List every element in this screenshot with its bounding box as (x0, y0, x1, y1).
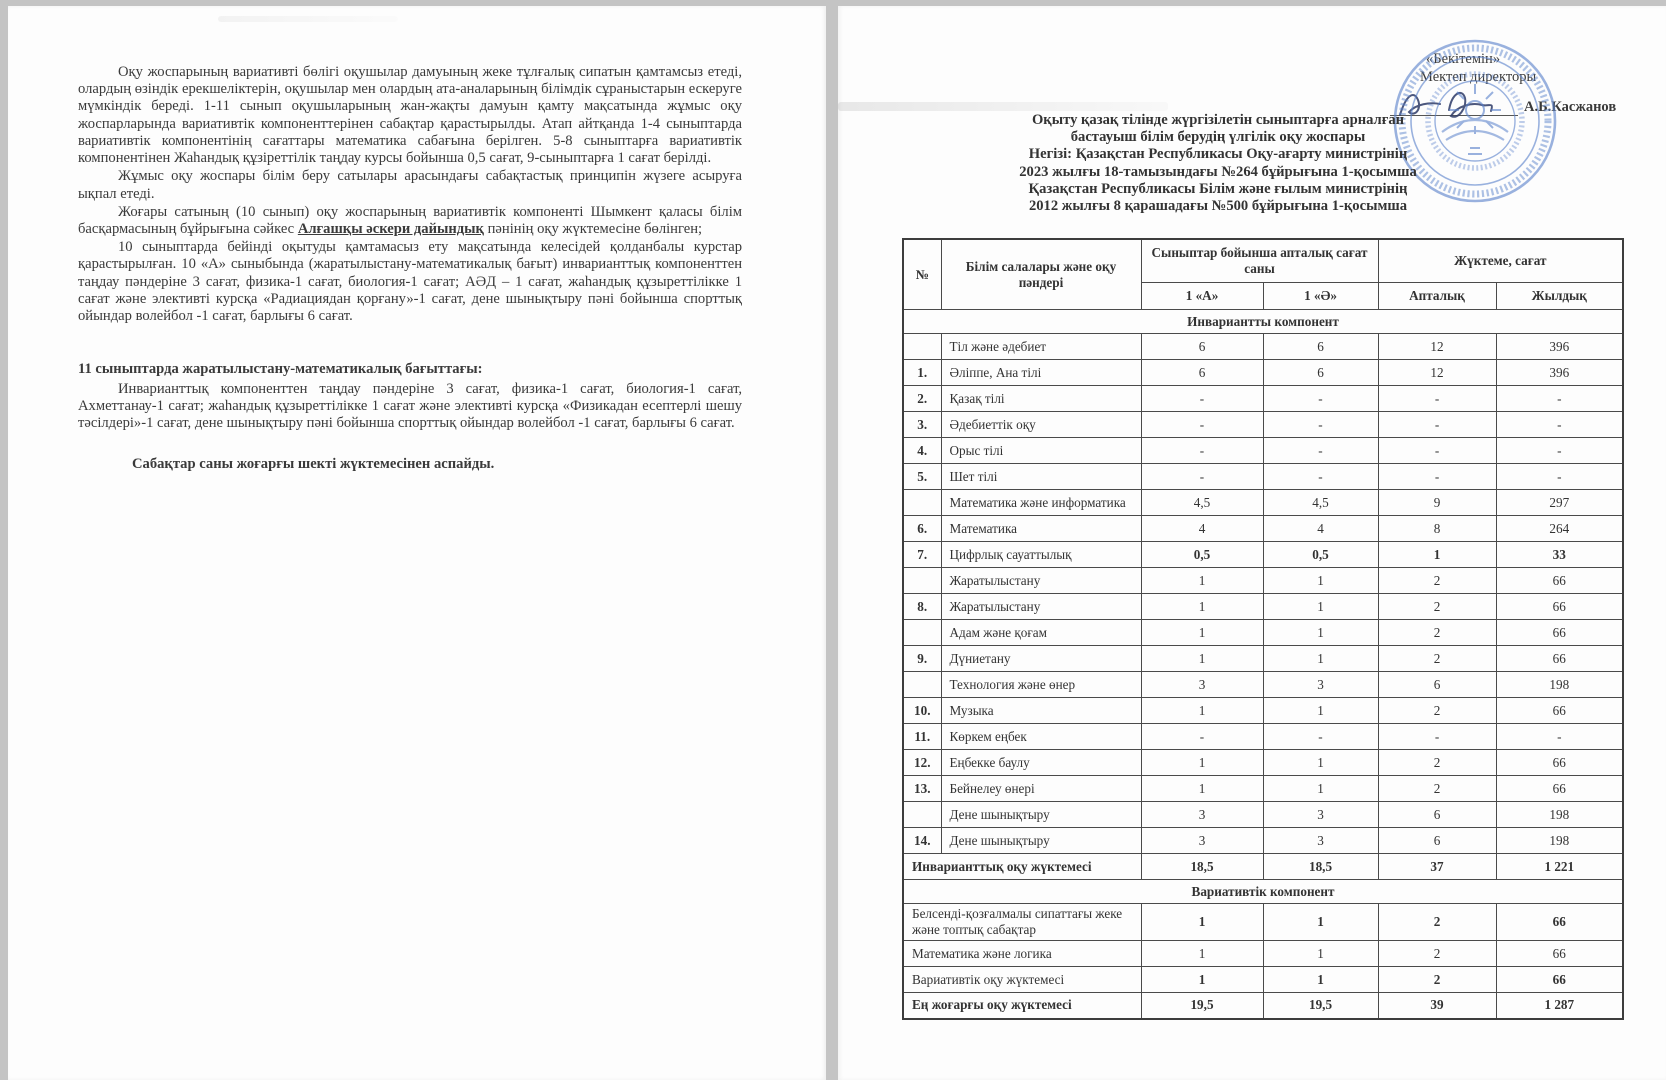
table-row (903, 438, 1623, 464)
yearly-load-cell: 66 (1496, 750, 1623, 776)
class-b-hours-cell: 3 (1263, 828, 1378, 854)
class-b-hours-cell: 1 (1263, 750, 1378, 776)
class-b-hours-cell: 1 (1263, 967, 1378, 993)
class-a-hours-cell: 1 (1141, 646, 1263, 672)
paragraph-text: Оқу жоспарының вариативті бөлігі оқушылар дамуының жеке тұлғалық сипатын қамтамсыз етеді, олардың өзіндік ерекшеліктерін, оқушылар мен олардың ата-аналарының білімдік сұраныстарын ескеруге мүмкіндік береді. 1-11 сынып оқушыларының жан-жақты дамуын қамту мақсатында жұмыс оқу жоспарларында вариативтік компоненттерінен сабақтар қарастырылды. Атап айтқанда 1-4 сыныптарда вариативтік компонентінің сағаттары математика сабағына берілген. 5-8 сыныптарға вариативтік компонентінен Жаһандық құзіреттілік таңдау курсы бойынша 0,5 сағат, 9-сыныптарға 1 сағат берілді. (78, 64, 742, 167)
table-section-row (903, 310, 1623, 334)
yearly-load-cell: - (1496, 412, 1623, 438)
subject-cell: Қазақ тілі (941, 386, 1141, 412)
class-a-hours-cell: - (1141, 464, 1263, 490)
yearly-load-cell: 396 (1496, 360, 1623, 386)
header-subject: Білім салалары және оқу пәндері (941, 239, 1141, 310)
paragraph-text: Жоғары сатының (10 сынып) оқу жоспарының вариативтік компоненті Шымкент қаласы білім басқармасының бұйрығына сәйкес (78, 203, 742, 237)
paragraph-text: Жұмыс оқу жоспары білім беру сатылары арасындағы сабақтастық принципін жүзеге асыруға ықпал етеді. (78, 168, 742, 202)
subject-cell: Бейнелеу өнері (941, 776, 1141, 802)
class-b-hours-cell: 4,5 (1263, 490, 1378, 516)
scan-smudge (218, 16, 398, 22)
yearly-load-cell: 33 (1496, 542, 1623, 568)
weekly-load-cell: - (1378, 724, 1496, 750)
header-group-weekly: Сыныптар бойынша апталық сағат саны (1141, 239, 1378, 283)
weekly-load-cell: 2 (1378, 594, 1496, 620)
subject-cell: Математика және информатика (941, 490, 1141, 516)
weekly-load-cell: 2 (1378, 904, 1496, 941)
row-number-cell: 3. (903, 412, 941, 438)
director-name: А.Б.Касжанов (1524, 99, 1617, 116)
class-a-hours-cell: 3 (1141, 802, 1263, 828)
subject-cell: Шет тілі (941, 464, 1141, 490)
class-a-hours-cell: 19,5 (1141, 993, 1263, 1019)
yearly-load-cell: - (1496, 724, 1623, 750)
row-number-cell: 7. (903, 542, 941, 568)
document-title (896, 112, 1540, 215)
class-a-hours-cell: - (1141, 412, 1263, 438)
paragraph-variative-part (78, 64, 742, 167)
final-statement: Сабақтар саны жоғарғы шекті жүктемесінен аспайды. (132, 456, 495, 473)
weekly-load-cell: 37 (1378, 854, 1496, 880)
yearly-load-cell: 297 (1496, 490, 1623, 516)
yearly-load-cell: 66 (1496, 776, 1623, 802)
subject-cell: Әдебиеттік оқу (941, 412, 1141, 438)
row-number-cell: 5. (903, 464, 941, 490)
yearly-load-cell: 66 (1496, 620, 1623, 646)
row-number-cell (903, 672, 941, 698)
yearly-load-cell: 66 (1496, 967, 1623, 993)
subject-cell: Дене шынықтыру (941, 828, 1141, 854)
table-row (903, 854, 1623, 880)
table-row (903, 967, 1623, 993)
subject-cell: Ең жоғарғы оқу жүктемесі (903, 993, 1141, 1019)
subject-cell: Тіл және әдебиет (941, 334, 1141, 360)
row-number-cell: 10. (903, 698, 941, 724)
weekly-load-cell: 6 (1378, 802, 1496, 828)
subject-cell: Жаратылыстану (941, 594, 1141, 620)
yearly-load-cell: 66 (1496, 904, 1623, 941)
table-section-row (903, 880, 1623, 904)
yearly-load-cell: 198 (1496, 828, 1623, 854)
right-page (838, 6, 1666, 1080)
title-line: Негізі: Қазақстан Республикасы Оқу-ағарту министрінің (1028, 146, 1408, 163)
yearly-load-cell: 66 (1496, 594, 1623, 620)
paragraph-grade11-courses (78, 381, 742, 433)
row-number-cell: 6. (903, 516, 941, 542)
class-b-hours-cell: 4 (1263, 516, 1378, 542)
table-row (903, 386, 1623, 412)
table-row (903, 698, 1623, 724)
weekly-load-cell: 1 (1378, 542, 1496, 568)
table-row (903, 594, 1623, 620)
weekly-load-cell: 2 (1378, 776, 1496, 802)
subject-cell: Көркем еңбек (941, 724, 1141, 750)
table-row (903, 941, 1623, 967)
weekly-load-cell: 8 (1378, 516, 1496, 542)
table-row (903, 724, 1623, 750)
subject-cell: Жаратылыстану (941, 568, 1141, 594)
weekly-load-cell: 6 (1378, 672, 1496, 698)
weekly-load-cell: 2 (1378, 646, 1496, 672)
scan-smudge (838, 102, 1168, 111)
heading-grade11: 11 сыныптарда жаратылыстану-математикалық бағыттағы: (78, 361, 483, 378)
section-title: Инвариантты компонент (903, 310, 1623, 334)
paragraph-text: Инварианттық компоненттен таңдау пәндеріне 3 сағат, физика-1 сағат, биология-1 сағат, Ахметтанау-1 сағат; жаһандық құзыреттілікке 1 сағат және элективті курсқа «Физикадан есептерлі шешу тәсілдері»-1 сағат, дене шынықтыру пәні бойынша спорттық ойындар волейбол -1 сағат, барлығы 6 сағат. (78, 380, 742, 431)
class-a-hours-cell: 6 (1141, 334, 1263, 360)
yearly-load-cell: 66 (1496, 568, 1623, 594)
paragraph-text: 10 сыныптарда бейінді оқытуды қамтамасыз ету мақсатында келесідей қолданбалы курстар қарастырылған. 10 «А» сыныбында (жаратылыстану-математикалық бағыт) инварианттық компоненттен таңдау пәндеріне 3 сағат, физика-1 сағат, биология-1 сағат; АӘД – 1 сағат, жаһандық құзыреттілікке 1 сағат және элективті курсқа «Радиациядан қорғану»-1 сағат, дене шынықтыру пәні бойынша спорттық ойындар волейбол -1 сағат, барлығы 6 сағат. (78, 239, 742, 325)
title-line: Қазақстан Республикасы Білім және ғылым министрінің (1028, 180, 1408, 197)
class-b-hours-cell: 1 (1263, 646, 1378, 672)
title-line: 2012 жылғы 8 қарашадағы №500 бұйрығына 1-қосымша (1028, 198, 1408, 215)
title-line: Оқыту қазақ тілінде жүргізілетін сыныптарға арналған (1031, 112, 1405, 128)
class-b-hours-cell: 1 (1263, 698, 1378, 724)
yearly-load-cell: 66 (1496, 698, 1623, 724)
class-b-hours-cell: 18,5 (1263, 854, 1378, 880)
approval-block (1390, 50, 1652, 116)
class-b-hours-cell: 1 (1263, 776, 1378, 802)
paragraph-text: пәнінің оқу жүктемесіне бөлінген; (483, 220, 703, 237)
table-row (903, 334, 1623, 360)
class-b-hours-cell: 1 (1263, 941, 1378, 967)
table-row (903, 802, 1623, 828)
subject-cell: Адам және қоғам (941, 620, 1141, 646)
class-b-hours-cell: 19,5 (1263, 993, 1378, 1019)
class-b-hours-cell: 1 (1263, 568, 1378, 594)
paragraph-grade10-courses (78, 239, 742, 325)
subject-cell: Вариативтік оқу жүктемесі (903, 967, 1141, 993)
weekly-load-cell: 12 (1378, 360, 1496, 386)
paragraph-work-plan (78, 168, 742, 202)
plan-table-body (903, 310, 1623, 1019)
subject-cell: Технология және өнер (941, 672, 1141, 698)
class-a-hours-cell: 4 (1141, 516, 1263, 542)
weekly-load-cell: 39 (1378, 993, 1496, 1019)
class-b-hours-cell: - (1263, 412, 1378, 438)
subject-cell: Орыс тілі (941, 438, 1141, 464)
class-a-hours-cell: 1 (1141, 776, 1263, 802)
weekly-load-cell: 2 (1378, 620, 1496, 646)
class-a-hours-cell: 3 (1141, 828, 1263, 854)
class-b-hours-cell: - (1263, 464, 1378, 490)
table-row (903, 360, 1623, 386)
table-header (903, 239, 1623, 310)
table-row (903, 412, 1623, 438)
class-b-hours-cell: 6 (1263, 334, 1378, 360)
class-b-hours-cell: 3 (1263, 802, 1378, 828)
class-a-hours-cell: 6 (1141, 360, 1263, 386)
yearly-load-cell: 1 221 (1496, 854, 1623, 880)
row-number-cell (903, 802, 941, 828)
yearly-load-cell: - (1496, 438, 1623, 464)
row-number-cell: 8. (903, 594, 941, 620)
yearly-load-cell: 1 287 (1496, 993, 1623, 1019)
row-number-cell: 11. (903, 724, 941, 750)
class-a-hours-cell: 1 (1141, 941, 1263, 967)
table-row (903, 568, 1623, 594)
underlined-subject: Алғашқы әскери дайындық (297, 220, 484, 237)
section-title: Вариативтік компонент (903, 880, 1623, 904)
class-a-hours-cell: 18,5 (1141, 854, 1263, 880)
yearly-load-cell: 198 (1496, 802, 1623, 828)
subject-cell: Дене шынықтыру (941, 802, 1141, 828)
table-row (903, 516, 1623, 542)
header-class-a: 1 «А» (1141, 283, 1263, 310)
weekly-load-cell: 2 (1378, 750, 1496, 776)
header-yearly: Жылдық (1496, 283, 1623, 310)
left-page-text (78, 64, 742, 473)
approval-quote: «Бекітемін» (1426, 51, 1501, 67)
yearly-load-cell: 66 (1496, 646, 1623, 672)
approval-role: Мектеп директоры (1420, 69, 1537, 86)
subject-cell: Дүниетану (941, 646, 1141, 672)
table-row (903, 776, 1623, 802)
table-row (903, 993, 1623, 1019)
class-a-hours-cell: 1 (1141, 904, 1263, 941)
class-b-hours-cell: 6 (1263, 360, 1378, 386)
class-b-hours-cell: 1 (1263, 904, 1378, 941)
header-num: № (903, 239, 941, 310)
class-b-hours-cell: 3 (1263, 672, 1378, 698)
weekly-load-cell: - (1378, 386, 1496, 412)
class-a-hours-cell: 4,5 (1141, 490, 1263, 516)
class-b-hours-cell: - (1263, 724, 1378, 750)
row-number-cell: 9. (903, 646, 941, 672)
row-number-cell: 2. (903, 386, 941, 412)
paragraph-grade10-component (78, 204, 742, 238)
table-row (903, 464, 1623, 490)
class-a-hours-cell: 3 (1141, 672, 1263, 698)
class-a-hours-cell: 1 (1141, 967, 1263, 993)
yearly-load-cell: 396 (1496, 334, 1623, 360)
row-number-cell: 14. (903, 828, 941, 854)
header-weekly: Апталық (1378, 283, 1496, 310)
row-number-cell (903, 620, 941, 646)
weekly-load-cell: 6 (1378, 828, 1496, 854)
weekly-load-cell: - (1378, 464, 1496, 490)
weekly-load-cell: 2 (1378, 941, 1496, 967)
class-b-hours-cell: 1 (1263, 620, 1378, 646)
class-a-hours-cell: 0,5 (1141, 542, 1263, 568)
class-b-hours-cell: 1 (1263, 594, 1378, 620)
title-line: бастауыш білім берудің үлгілік оқу жоспары (1070, 129, 1366, 146)
header-class-b: 1 «Ә» (1263, 283, 1378, 310)
curriculum-table (902, 238, 1624, 1020)
row-number-cell: 4. (903, 438, 941, 464)
table-row (903, 646, 1623, 672)
weekly-load-cell: - (1378, 438, 1496, 464)
table-row (903, 620, 1623, 646)
class-a-hours-cell: - (1141, 724, 1263, 750)
weekly-load-cell: 9 (1378, 490, 1496, 516)
table-row (903, 828, 1623, 854)
weekly-load-cell: 2 (1378, 568, 1496, 594)
class-b-hours-cell: 0,5 (1263, 542, 1378, 568)
subject-cell: Математика және логика (903, 941, 1141, 967)
weekly-load-cell: 2 (1378, 967, 1496, 993)
subject-cell: Математика (941, 516, 1141, 542)
yearly-load-cell: 198 (1496, 672, 1623, 698)
class-a-hours-cell: 1 (1141, 594, 1263, 620)
subject-cell: Белсенді-қозғалмалы сипаттағы жеке және топтық сабақтар (903, 904, 1141, 941)
weekly-load-cell: 12 (1378, 334, 1496, 360)
subject-cell: Музыка (941, 698, 1141, 724)
table-row (903, 490, 1623, 516)
yearly-load-cell: 66 (1496, 941, 1623, 967)
yearly-load-cell: - (1496, 464, 1623, 490)
subject-cell: Инварианттық оқу жүктемесі (903, 854, 1141, 880)
header-group-load: Жүктеме, сағат (1378, 239, 1623, 283)
class-a-hours-cell: 1 (1141, 568, 1263, 594)
table-row (903, 904, 1623, 941)
row-number-cell: 12. (903, 750, 941, 776)
table-row (903, 672, 1623, 698)
class-a-hours-cell: 1 (1141, 698, 1263, 724)
weekly-load-cell: - (1378, 412, 1496, 438)
yearly-load-cell: - (1496, 386, 1623, 412)
row-number-cell: 13. (903, 776, 941, 802)
class-a-hours-cell: 1 (1141, 750, 1263, 776)
class-a-hours-cell: - (1141, 386, 1263, 412)
table-row (903, 750, 1623, 776)
title-line: 2023 жылғы 18-тамызындағы №264 бұйрығына 1-қосымша (1019, 163, 1417, 180)
row-number-cell (903, 490, 941, 516)
subject-cell: Әліппе, Ана тілі (941, 360, 1141, 386)
class-a-hours-cell: - (1141, 438, 1263, 464)
class-b-hours-cell: - (1263, 386, 1378, 412)
row-number-cell (903, 334, 941, 360)
table-row (903, 542, 1623, 568)
row-number-cell (903, 568, 941, 594)
yearly-load-cell: 264 (1496, 516, 1623, 542)
class-a-hours-cell: 1 (1141, 620, 1263, 646)
class-b-hours-cell: - (1263, 438, 1378, 464)
left-page (8, 6, 826, 1080)
weekly-load-cell: 2 (1378, 698, 1496, 724)
subject-cell: Еңбекке баулу (941, 750, 1141, 776)
row-number-cell: 1. (903, 360, 941, 386)
subject-cell: Цифрлық сауаттылық (941, 542, 1141, 568)
